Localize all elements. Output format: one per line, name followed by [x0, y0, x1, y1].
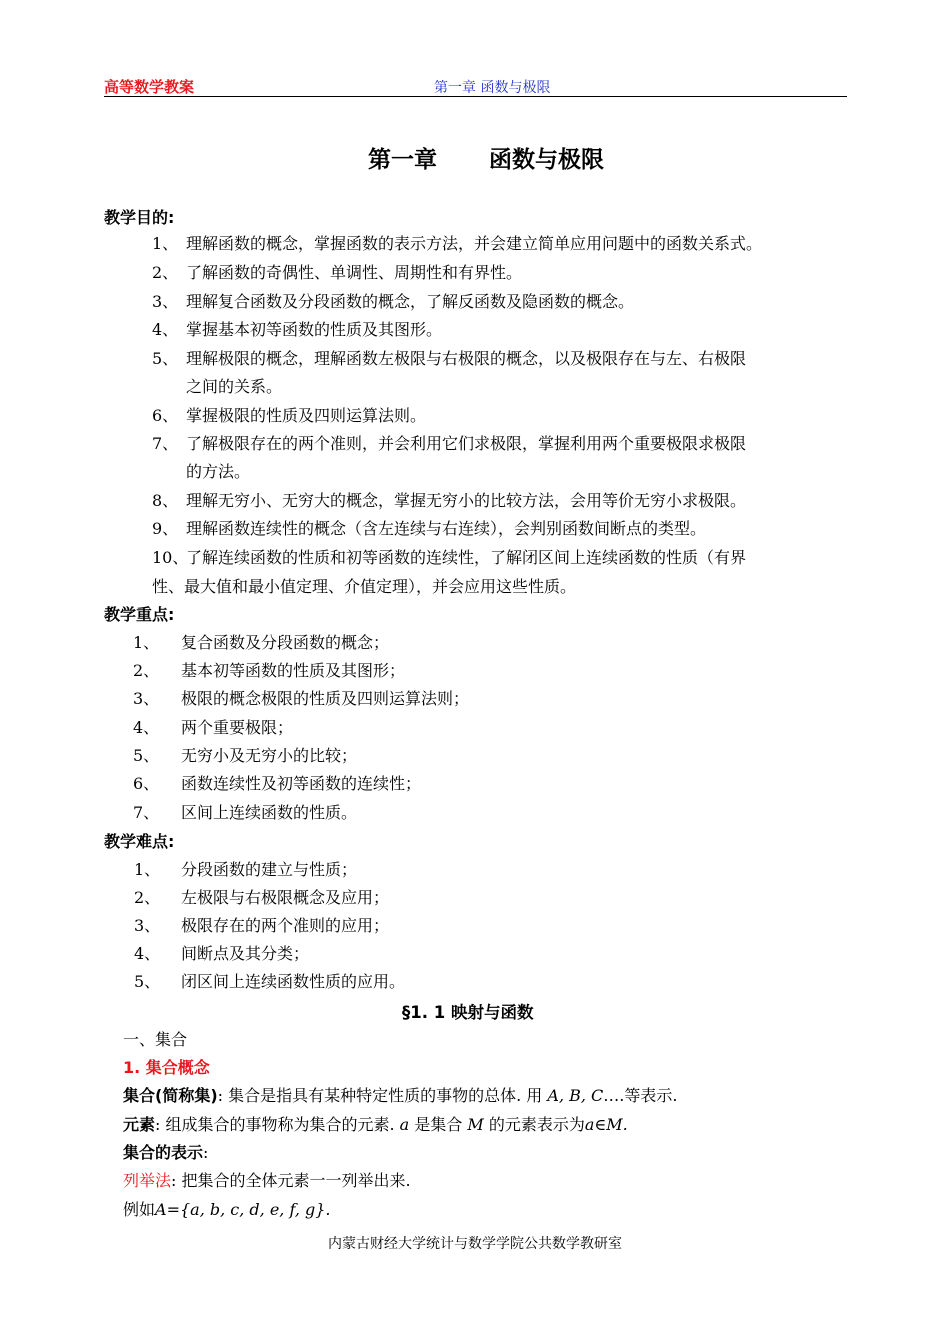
goal-item: 1、 理解函数的概念，掌握函数的表示方法，并会建立简单应用问题中的函数关系式。 — [152, 234, 763, 253]
goal-item-continuation: 的方法。 — [186, 462, 251, 481]
element-term: 元素 — [123, 1115, 156, 1134]
part-heading: 一、集合 — [123, 1030, 188, 1049]
representation-heading: 集合的表示: — [123, 1143, 209, 1162]
enumeration-term: 列举法 — [123, 1171, 172, 1190]
difficulty-item: 4、 间断点及其分类； — [134, 944, 310, 963]
goal-item: 5、 理解极限的概念，理解函数左极限与右极限的概念，以及极限存在与左、右极限 — [152, 349, 747, 368]
subsection-title: 1. 集合概念 — [123, 1058, 210, 1077]
goal-item: 7、 了解极限存在的两个准则，并会利用它们求极限，掌握利用两个重要极限求极限 — [152, 434, 747, 453]
set-definition: 集合(简称集): 集合是指具有某种特定性质的事物的总体. 用 A, B, C….等表示. — [123, 1086, 678, 1105]
difficulty-item: 1、 分段函数的建立与性质； — [134, 860, 358, 879]
header-course-title: 高等数学教案 — [104, 78, 195, 96]
goal-item: 6、 掌握极限的性质及四则运算法则。 — [152, 406, 427, 425]
difficulty-item: 3、 极限存在的两个准则的应用； — [134, 916, 390, 935]
keypoint-item: 7、 区间上连续函数的性质。 — [133, 803, 358, 822]
enumeration-method: 列举法: 把集合的全体元素一一列举出来. — [123, 1171, 411, 1190]
chapter-name: 函数与极限 — [489, 147, 604, 173]
goal-item-continuation: 之间的关系。 — [186, 377, 283, 396]
footer: 内蒙古财经大学统计与数学学院公共数学教研室 — [328, 1236, 622, 1252]
section-title: §1. 1 映射与函数 — [402, 1003, 534, 1022]
difficulty-item: 5、 闭区间上连续函数性质的应用。 — [134, 972, 406, 991]
goal-item: 4、 掌握基本初等函数的性质及其图形。 — [152, 320, 443, 339]
goal-item: 8、 理解无穷小、无穷大的概念，掌握无穷小的比较方法，会用等价无穷小求极限。 — [152, 491, 747, 510]
goals-heading: 教学目的: — [104, 208, 175, 227]
element-definition: 元素: 组成集合的事物称为集合的元素. a 是集合 M 的元素表示为a∈M. — [123, 1115, 628, 1134]
keypoint-item: 1、 复合函数及分段函数的概念； — [133, 633, 390, 652]
difficulties-heading: 教学难点: — [104, 832, 175, 851]
goal-item: 9、 理解函数连续性的概念（含左连续与右连续），会判别函数间断点的类型。 — [152, 519, 707, 538]
header-chapter-title: 第一章 函数与极限 — [434, 80, 551, 96]
keypoints-heading: 教学重点: — [104, 605, 175, 624]
keypoint-item: 4、 两个重要极限； — [133, 718, 294, 737]
keypoint-item: 2、 基本初等函数的性质及其图形； — [133, 661, 406, 680]
set-term: 集合(简称集) — [123, 1086, 218, 1105]
goal-item: 10、了解连续函数的性质和初等函数的连续性，了解闭区间上连续函数的性质（有界 — [152, 548, 747, 567]
chapter-title — [368, 141, 604, 174]
keypoint-item: 3、 极限的概念极限的性质及四则运算法则； — [133, 689, 470, 708]
goal-item: 2、 了解函数的奇偶性、单调性、周期性和有界性。 — [152, 263, 523, 282]
chapter-number: 第一章 — [368, 147, 437, 173]
header-rule — [104, 96, 847, 97]
example-line: 例如A={a, b, c, d, e, f, g}. — [123, 1200, 331, 1219]
goal-item-continuation: 性、最大值和最小值定理、介值定理），并会应用这些性质。 — [152, 577, 577, 596]
goal-item: 3、 理解复合函数及分段函数的概念，了解反函数及隐函数的概念。 — [152, 292, 635, 311]
difficulty-item: 2、 左极限与右极限概念及应用； — [134, 888, 390, 907]
keypoint-item: 5、 无穷小及无穷小的比较； — [133, 746, 358, 765]
keypoint-item: 6、 函数连续性及初等函数的连续性； — [133, 774, 422, 793]
